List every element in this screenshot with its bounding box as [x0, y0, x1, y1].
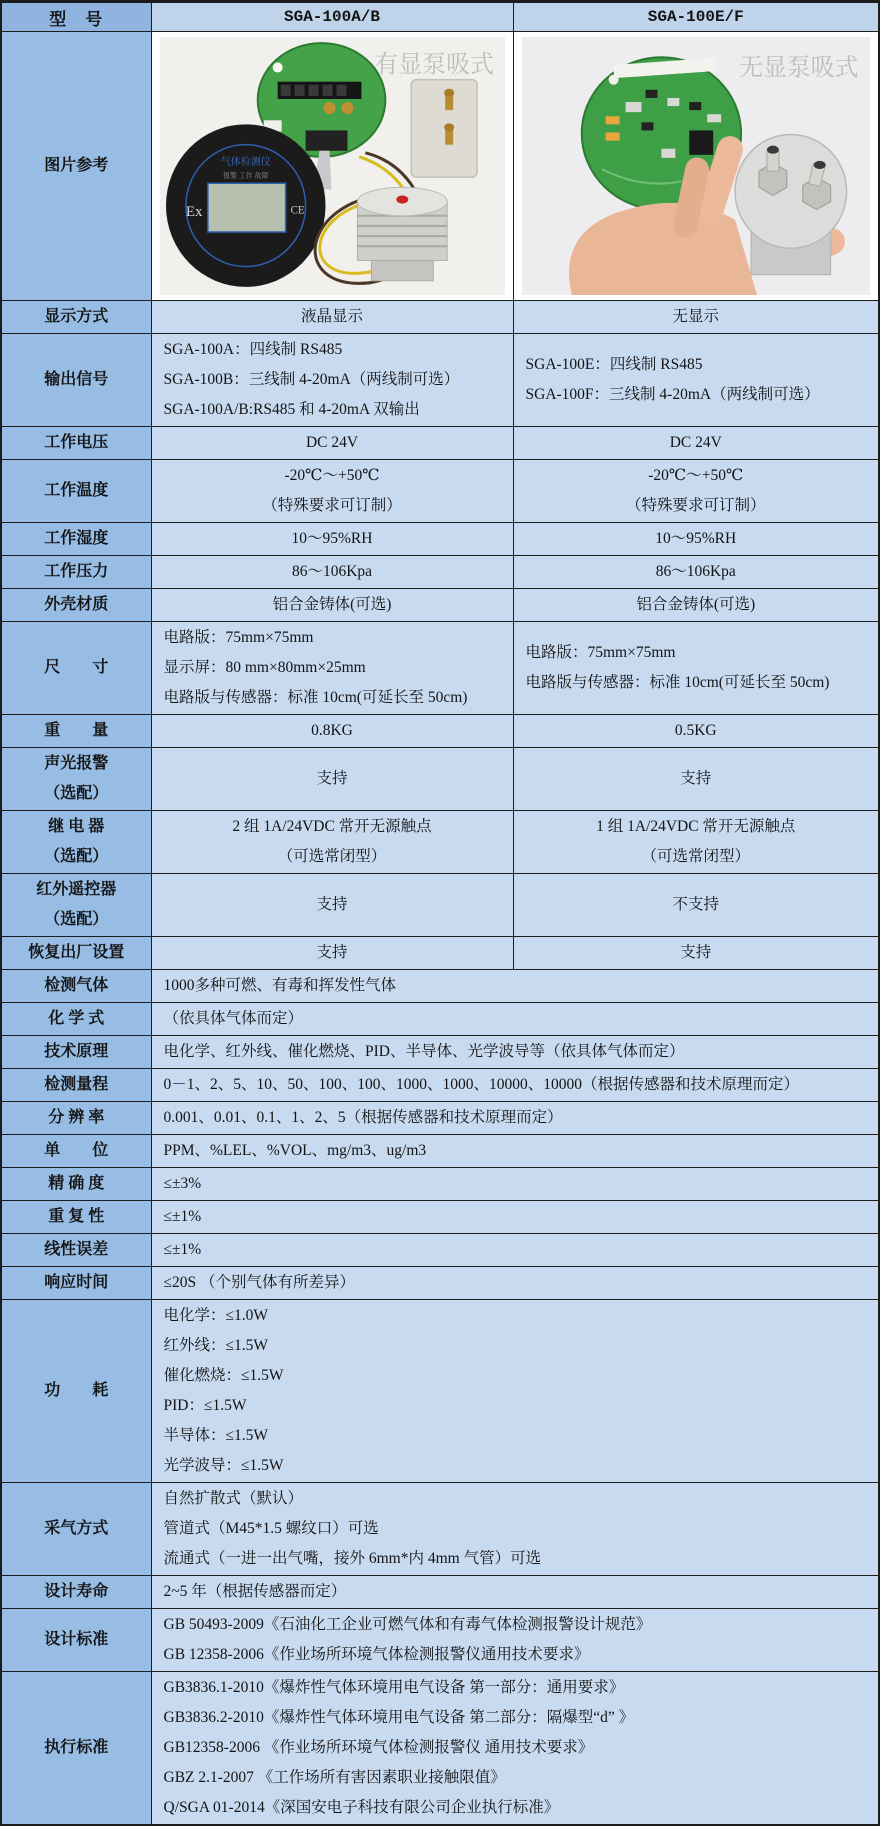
row-label — [1, 1576, 151, 1609]
value-line: （可选常闭型） — [277, 848, 387, 865]
header-model-label: 型 号 — [1, 2, 151, 32]
value-cell-b — [513, 937, 879, 970]
row-label — [1, 1672, 151, 1826]
header-model-b: SGA-100E/F — [513, 2, 879, 32]
value-cell-b — [513, 589, 879, 622]
spec-row — [1, 334, 879, 427]
spec-row — [1, 556, 879, 589]
value-line: GB3836.2-2010《爆炸性气体环境用电气设备 第二部分：隔爆型“d” 》 — [163, 1709, 635, 1726]
value-line: DC 24V — [669, 434, 722, 451]
value-line: 支持 — [680, 944, 712, 961]
value-line: 10～95%RH — [291, 530, 373, 547]
value-line: 工作压力 — [44, 563, 109, 580]
value-line: 电路版：75mm×75mm — [163, 629, 314, 646]
header-row — [1, 2, 879, 32]
spec-row — [1, 715, 879, 748]
value-line: （选配） — [44, 785, 109, 802]
value-line: 2~5 年（根据传感器而定） — [163, 1583, 347, 1600]
value-line: 0.5KG — [674, 722, 717, 739]
value-line: 0.8KG — [311, 722, 353, 739]
header-model-a: SGA-100A/B — [151, 2, 513, 32]
spec-row — [1, 1069, 879, 1102]
spec-row — [1, 874, 879, 937]
value-line: 10～95%RH — [655, 530, 737, 547]
image-row — [1, 32, 879, 301]
product-photo-a — [160, 37, 505, 295]
value-line: GBZ 2.1-2007 《工作场所有害因素职业接触限值》 — [163, 1769, 506, 1786]
value-line: （特殊要求可订制） — [262, 497, 402, 514]
row-label — [1, 301, 151, 334]
row-label — [1, 589, 151, 622]
row-label — [1, 1102, 151, 1135]
value-cell-a — [151, 301, 513, 334]
watermark-left: 有显泵吸式 — [373, 51, 494, 79]
value-line: 支持 — [316, 770, 348, 787]
value-cell-a — [151, 556, 513, 589]
spec-row — [1, 970, 879, 1003]
spec-row — [1, 1036, 879, 1069]
value-line: 1000多种可燃、有毒和挥发性气体 — [163, 977, 397, 994]
row-label — [1, 1267, 151, 1300]
value-line: GB 12358-2006《作业场所环境气体检测报警仪通用技术要求》 — [163, 1646, 590, 1663]
spec-row — [1, 427, 879, 460]
value-cell — [151, 1036, 879, 1069]
value-cell — [151, 1267, 879, 1300]
value-cell — [151, 1069, 879, 1102]
value-cell-a — [151, 715, 513, 748]
product-photo-b — [522, 37, 871, 295]
value-line: 工作温度 — [44, 482, 109, 499]
row-label — [1, 874, 151, 937]
value-line: 尺 寸 — [44, 659, 109, 676]
row-label — [1, 1168, 151, 1201]
row-label — [1, 1069, 151, 1102]
value-line: 流通式（一进一出气嘴，接外 6mm*内 4mm 气管）可选 — [163, 1550, 542, 1567]
value-line: 工作湿度 — [44, 530, 109, 547]
spec-row — [1, 1168, 879, 1201]
value-cell-a — [151, 622, 513, 715]
value-cell-b — [513, 301, 879, 334]
value-line: 继 电 器 — [48, 818, 105, 835]
value-cell — [151, 1672, 879, 1826]
value-cell-a — [151, 589, 513, 622]
value-cell — [151, 1102, 879, 1135]
value-cell — [151, 1003, 879, 1036]
value-line: 自然扩散式（默认） — [163, 1490, 304, 1507]
value-line: （特殊要求可订制） — [625, 497, 766, 514]
row-label — [1, 622, 151, 715]
value-line: GB3836.1-2010《爆炸性气体环境用电气设备 第一部分：通用要求》 — [163, 1679, 625, 1696]
product-photo-a-illustration — [160, 37, 505, 295]
value-line: 红外遥控器 — [36, 881, 117, 898]
value-line: 86～106Kpa — [655, 563, 736, 580]
device-title: 气体检测仪 — [220, 156, 271, 169]
value-line: 分 辨 率 — [48, 1109, 105, 1126]
watermark-right: 无显泵吸式 — [738, 54, 859, 82]
value-line: 管道式（M45*1.5 螺纹口）可选 — [163, 1520, 379, 1537]
spec-row — [1, 1267, 879, 1300]
value-line: （依具体气体而定） — [163, 1010, 304, 1027]
value-cell-b — [513, 811, 879, 874]
value-line: 电化学：≤1.0W — [163, 1307, 269, 1324]
value-line: -20℃～+50℃ — [648, 467, 744, 484]
value-line: 恢复出厂设置 — [28, 944, 125, 961]
row-label — [1, 523, 151, 556]
row-label — [1, 427, 151, 460]
value-line: 半导体：≤1.5W — [163, 1427, 269, 1444]
spec-row — [1, 1135, 879, 1168]
value-line: 铝合金铸体(可选) — [272, 596, 392, 613]
value-line: 催化燃烧：≤1.5W — [163, 1367, 284, 1384]
value-line: DC 24V — [305, 434, 359, 451]
value-line: 电路版与传感器：标准 10cm(可延长至 50cm) — [525, 674, 830, 691]
value-line: 工作电压 — [44, 434, 109, 451]
value-line: 检测量程 — [44, 1076, 109, 1093]
value-cell-b — [513, 427, 879, 460]
spec-row — [1, 1102, 879, 1135]
spec-row — [1, 1672, 879, 1826]
value-line: 支持 — [680, 770, 712, 787]
value-line: 0－1、2、5、10、50、100、100、1000、1000、10000、10000（根据传感器和技术原理而定） — [163, 1076, 800, 1093]
value-cell-b — [513, 748, 879, 811]
value-line: 1 组 1A/24VDC 常开无源触点 — [596, 818, 796, 835]
row-label — [1, 1036, 151, 1069]
spec-row — [1, 1234, 879, 1267]
value-line: ≤20S （个别气体有所差异） — [163, 1274, 356, 1291]
value-line: 检测气体 — [44, 977, 109, 994]
value-line: SGA-100F：三线制 4-20mA（两线制可选） — [525, 386, 820, 403]
value-line: 电路版：75mm×75mm — [525, 644, 676, 661]
row-label — [1, 970, 151, 1003]
row-label — [1, 556, 151, 589]
spec-row — [1, 1609, 879, 1672]
row-label — [1, 1234, 151, 1267]
value-cell-a — [151, 523, 513, 556]
product-photo-b-illustration — [522, 37, 871, 295]
value-cell-b — [513, 622, 879, 715]
value-line: 红外线：≤1.5W — [163, 1337, 269, 1354]
value-line: 设计寿命 — [44, 1583, 109, 1600]
value-line: 执行标准 — [44, 1739, 109, 1756]
row-label — [1, 748, 151, 811]
value-line: ≤±1% — [163, 1208, 202, 1225]
row-label — [1, 811, 151, 874]
row-label — [1, 334, 151, 427]
value-line: 86～106Kpa — [291, 563, 373, 580]
row-label — [1, 1201, 151, 1234]
value-line: 电化学、红外线、催化燃烧、PID、半导体、光学波导等（依具体气体而定） — [163, 1043, 685, 1060]
value-line: PID：≤1.5W — [163, 1397, 247, 1414]
spec-row — [1, 937, 879, 970]
value-cell — [151, 1609, 879, 1672]
value-line: 技术原理 — [44, 1043, 109, 1060]
value-line: 输出信号 — [44, 371, 109, 388]
pump-sensor-illustration — [411, 80, 477, 178]
spec-row — [1, 622, 879, 715]
spec-row — [1, 589, 879, 622]
value-cell — [151, 1234, 879, 1267]
value-line: GB 50493-2009《石油化工企业可燃气体和有毒气体检测报警设计规范》 — [163, 1616, 652, 1633]
value-line: 声光报警 — [44, 755, 109, 772]
value-line: 液晶显示 — [300, 308, 363, 325]
value-line: 支持 — [316, 896, 348, 913]
spec-row — [1, 811, 879, 874]
value-line: Q/SGA 01-2014《深国安电子科技有限公司企业执行标准》 — [163, 1799, 560, 1816]
value-line: 2 组 1A/24VDC 常开无源触点 — [232, 818, 432, 835]
row-label — [1, 1609, 151, 1672]
value-line: SGA-100A/B:RS485 和 4-20mA 双输出 — [163, 401, 420, 418]
value-line: 电路版与传感器：标准 10cm(可延长至 50cm) — [163, 689, 468, 706]
indicator-labels: 报警 工作 故障 — [222, 172, 268, 181]
value-cell-b — [513, 334, 879, 427]
value-line: 化 学 式 — [48, 1010, 105, 1027]
value-line: （可选常闭型） — [641, 848, 750, 865]
value-line: 铝合金铸体(可选) — [636, 596, 756, 613]
value-line: 0.001、0.01、0.1、1、2、5（根据传感器和技术原理而定） — [163, 1109, 563, 1126]
ce-mark: CE — [290, 204, 305, 217]
spec-row — [1, 1300, 879, 1483]
value-cell-b — [513, 460, 879, 523]
spec-row — [1, 1576, 879, 1609]
value-line: 显示屏：80 mm×80mm×25mm — [163, 659, 366, 676]
photo-cell-a — [151, 32, 513, 301]
value-line: 重 复 性 — [48, 1208, 105, 1225]
value-line: SGA-100E：四线制 RS485 — [525, 356, 703, 373]
value-line: 精 确 度 — [48, 1175, 105, 1192]
value-cell — [151, 1576, 879, 1609]
value-line: PPM、%LEL、%VOL、mg/m3、ug/m3 — [163, 1142, 427, 1159]
value-line: 单 位 — [44, 1142, 109, 1159]
value-line: SGA-100A：四线制 RS485 — [163, 341, 343, 358]
value-line: SGA-100B：三线制 4-20mA（两线制可选） — [163, 371, 460, 388]
value-line: ≤±1% — [163, 1241, 202, 1258]
value-line: （选配） — [44, 911, 109, 928]
value-line: 显示方式 — [44, 308, 109, 325]
gauge-illustration — [165, 124, 325, 287]
row-label — [1, 937, 151, 970]
value-cell-a — [151, 811, 513, 874]
photo-cell-b — [513, 32, 879, 301]
value-cell — [151, 970, 879, 1003]
value-line: 线性误差 — [44, 1241, 109, 1258]
spec-row — [1, 301, 879, 334]
value-line: 光学波导：≤1.5W — [163, 1457, 284, 1474]
value-line: ≤±3% — [163, 1175, 202, 1192]
spec-row — [1, 460, 879, 523]
value-line: 设计标准 — [44, 1631, 109, 1648]
value-cell-a — [151, 334, 513, 427]
value-line: 支持 — [316, 944, 348, 961]
value-cell-a — [151, 937, 513, 970]
value-cell — [151, 1201, 879, 1234]
row-label — [1, 1135, 151, 1168]
row-label: 图片参考 — [1, 32, 151, 301]
row-label — [1, 1483, 151, 1576]
value-cell-a — [151, 748, 513, 811]
value-cell-b — [513, 523, 879, 556]
ribbed-sensor-illustration — [357, 187, 447, 280]
sensor-illustration — [735, 135, 847, 275]
value-cell — [151, 1483, 879, 1576]
spec-row — [1, 1201, 879, 1234]
value-cell-a — [151, 874, 513, 937]
value-line: GB12358-2006 《作业场所环境气体检测报警仪 通用技术要求》 — [163, 1739, 594, 1756]
spec-row — [1, 523, 879, 556]
value-line: -20℃～+50℃ — [284, 467, 380, 484]
value-cell-b — [513, 715, 879, 748]
row-label — [1, 460, 151, 523]
ex-mark: Ex — [185, 203, 203, 220]
row-label — [1, 715, 151, 748]
value-line: 无显示 — [672, 308, 719, 325]
value-cell — [151, 1300, 879, 1483]
spec-row — [1, 748, 879, 811]
value-cell-b — [513, 874, 879, 937]
value-line: 外壳材质 — [44, 596, 109, 613]
value-line: 功 耗 — [44, 1382, 109, 1399]
value-line: 响应时间 — [44, 1274, 109, 1291]
value-cell-a — [151, 460, 513, 523]
spec-row — [1, 1003, 879, 1036]
value-line: 重 量 — [44, 722, 109, 739]
value-line: 采气方式 — [44, 1520, 109, 1537]
spec-row — [1, 1483, 879, 1576]
value-line: （选配） — [44, 848, 109, 865]
value-cell-a — [151, 427, 513, 460]
value-line: 不支持 — [672, 896, 719, 913]
value-cell — [151, 1168, 879, 1201]
row-label — [1, 1300, 151, 1483]
value-cell-b — [513, 556, 879, 589]
row-label — [1, 1003, 151, 1036]
value-cell — [151, 1135, 879, 1168]
spec-rows — [1, 32, 879, 1826]
